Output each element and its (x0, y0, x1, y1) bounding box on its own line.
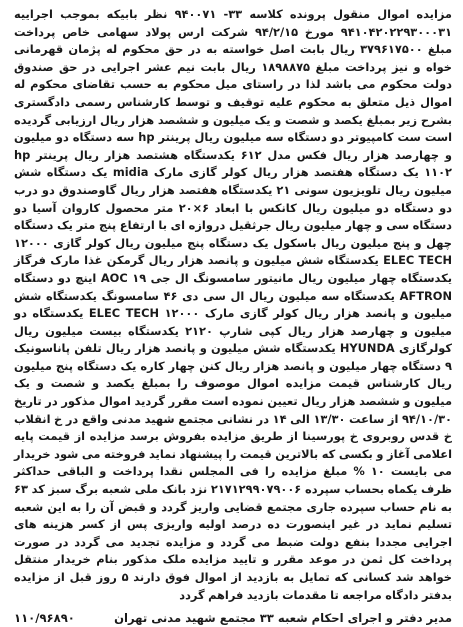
notice-code: ۱۱۰/۹۶۸۹۰ (14, 611, 75, 626)
notice-body-text: مزایده اموال منقول پرونده کلاسه ۳۳- ۹۴۰۰۷۱ نظر بابیکه بموجب اجراییه ۹۴۱۰۴۲۰۲۲۹۳۰۰۰۳۱ مورخ ۹۴/۲/۱۵ شرکت ارس پولاد سهامی خاص پرداخت مبلغ ۳۷۹۶۱۷۵۰۰ ریال بابت اصل خواسته به در حق محکوم له پژمان قهرمانی خواه و نیز پرداخت مبلغ ۱۸۹۸۸۷۵ ریال بابت نیم عشر اجرایی در حق صندوق دولت محکوم می باشد لذا در راستای میل محکوم به حسب تقاضای محکوم له اموال ذیل متعلق به محکوم علیه توقیف و توسط کارشناس رسمی دادگستری بشرح زیر بمبلغ یکصد و شصت و یک میلیون و ششصد هزار ریال ارزیابی گردیده است ست کامپیوتر دو دستگاه سه میلیون ریال پرینتر hp سه دستگاه دو میلیون و چهارصد هزار ریال فکس مدل ۶۱۲ یکدستگاه هشتصد هزار ریال پرینتر hp ۱۱۰۲ یک دستگاه هفتصد هزار ریال کولر گازی مارک midia یک دستگاه شش میلیون ریال تلویزیون سونی ۲۱ یکدستگاه هفتصد هزار ریال گاوصندوق دو درب دو دستگاه دو میلیون ریال کانکس با ابعاد ۶×۲۰ متر محصول کاروان آسیا دو دستگاه سی و چهار میلیون ریال جرثقیل دروازه ای با ارتفاع پنج متر یک دستگاه چهل و پنج میلیون ریال باسکول یک دستگاه پنج میلیون ریال کولر گازی ۱۲۰۰۰ ELEC TECH یکدستگاه شش میلیون و پانصد هزار ریال گرمکن غذا مارک فرگاز یکدستگاه چهار میلیون ریال مانیتور سامسونگ ال جی AOC ۱۹ اینچ دو دستگاه AFTRON یکدستگاه سه میلیون ریال ال سی دی ۴۶ سامسونگ یکدستگاه شش میلیون و پانصد هزار ریال کولر گازی مارک ۱۲۰۰۰ ELEC TECH یکدستگاه دو میلیون و چهارصد هزار ریال کپی شارپ ۲۱۲۰ یکدستگاه بیست میلیون ریال کولرگازی HYUNDA یکدستگاه شش میلیون و پانصد هزار ریال تلفن پاناسونیک ۹ دستگاه چهار میلیون و پانصد هزار ریال کنن چهار کاره یک دستگاه پنج میلیون ریال کارشناس قیمت مزایده اموال موصوف را بمبلغ یکصد و شصت و یک میلیون و ششصد هزار ریال تعیین نموده است مقرر گردید اموال مذکور در تاریخ ۹۴/۱۰/۳۰ از ساعت ۱۳/۳۰ الی ۱۴ در نشانی مجتمع شهید مدنی واقع در خ انقلاب خ قدس روبروی خ پورسینا از طریق مزایده بفروش برسد مزایده از قیمت پایه اعلامی آغاز و بکسی که بالاترین قیمت را پیشنهاد نماید فروخته می شود خریدار می بایست ۱۰ % مبلغ مزایده را فی المجلس نقدا پرداخت و الباقی حداکثر ظرف یکماه بحساب سپرده ۲۱۷۱۲۹۹۰۷۹۰۰۶ نزد بانک ملی شعبه برگ سبز کد ۶۳ به نام حساب سپرده جاری مجتمع قضایی واریز گردد و قبض آن را به این شعبه تسلیم نماید در غیر اینصورت ده درصد اولیه واریزی پس از کسر هزینه های اجرایی مجددا بنفع دولت ضبط می گردد و مزایده تجدید می گردد در صورت پرداخت کل ثمن در موعد مقرر و تایید مزایده ملک مذکور بنام خریدار منتقل خواهد شد کسانی که تمایل به بازدید از اموال فوق دارند ۵ روز قبل از مزایده بدفتر دادگاه مراجعه تا مقدمات بازدید فراهم گردد (14, 7, 453, 602)
notice-signature: مدیر دفتر و اجرای احکام شعبه ۳۳ مجتمع شهید مدنی تهران (114, 611, 452, 626)
notice-footer (14, 610, 452, 627)
auction-notice (14, 6, 453, 626)
